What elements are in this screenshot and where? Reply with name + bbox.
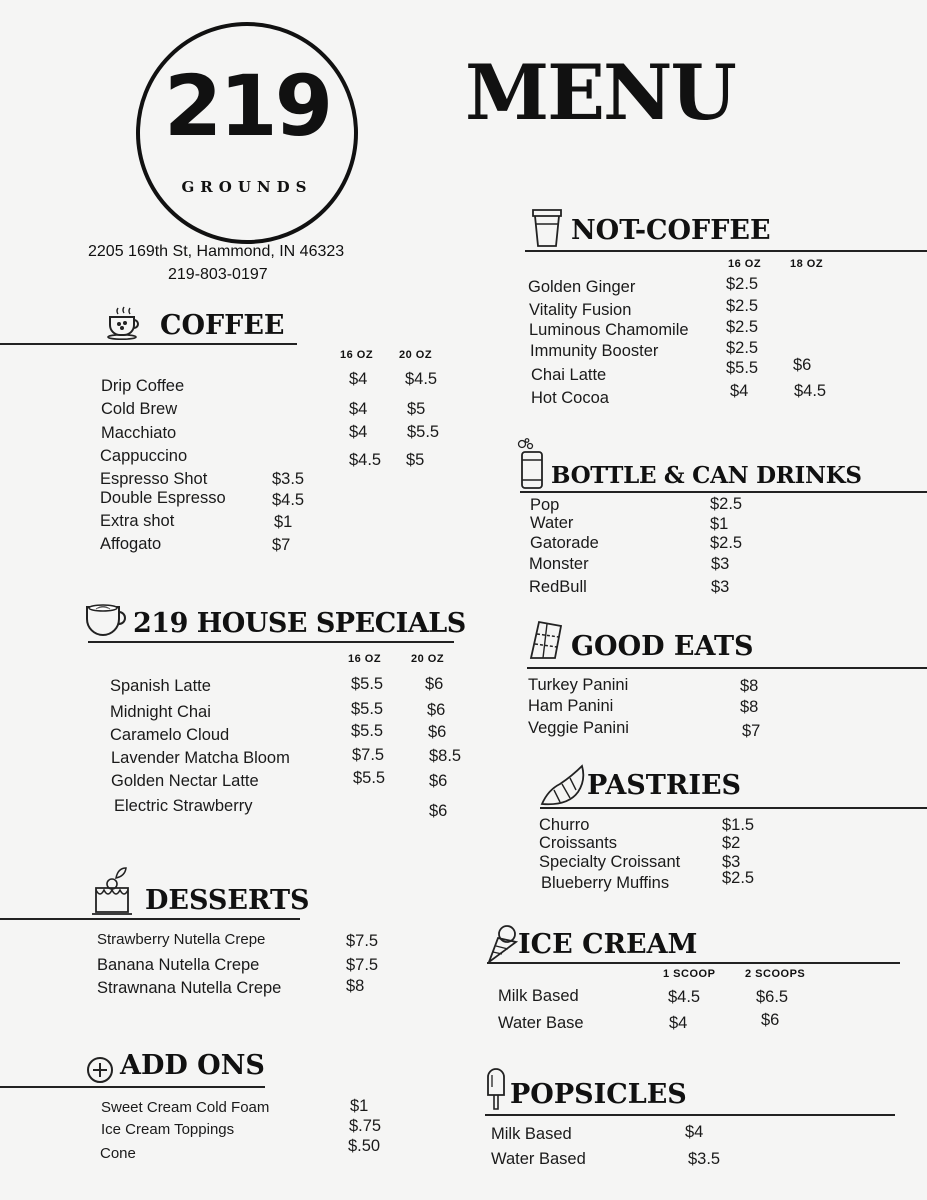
coffee-price: $3.5 [272,470,305,488]
specials-price-16: $7.5 [352,746,385,764]
desserts-rule [0,918,300,920]
menu-title: MENU [465,48,735,137]
sandwich-icon [527,618,567,660]
pastries-price: $3 [722,853,741,871]
logo [134,20,360,246]
popsicles-rule [485,1114,895,1116]
addons-item: Ice Cream Toppings [101,1121,235,1138]
notcoffee-price-18: $4.5 [794,382,827,400]
pastries-item: Blueberry Muffins [541,874,670,892]
plus-circle-icon [86,1056,114,1084]
specials-price-20: $6 [428,723,447,741]
coffee-price-20: $5 [407,400,426,418]
coffee-item: Espresso Shot [100,470,208,488]
specials-price-20: $8.5 [429,747,462,765]
notcoffee-price-18: $6 [793,356,812,374]
addons-title: ADD ONS [120,1050,265,1081]
icecream-price-2: $6 [761,1011,780,1029]
eats-item: Veggie Panini [528,719,629,737]
icecream-price-1: $4 [669,1014,688,1032]
coffee-item: Drip Coffee [101,377,185,395]
pastries-item: Specialty Croissant [539,853,681,871]
coffee-price-16: $4 [349,423,368,441]
notcoffee-item: Vitality Fusion [529,301,632,319]
coffee-price-16: $4 [349,370,368,388]
coffee-size-16: 16 OZ [340,349,374,361]
pastries-title: PASTRIES [587,770,742,801]
specials-price-20: $6 [425,675,444,693]
eats-price: $8 [740,677,759,695]
specials-price-20: $6 [429,772,448,790]
eats-title: GOOD EATS [571,631,754,662]
desserts-item: Banana Nutella Crepe [97,956,260,974]
specials-item: Midnight Chai [110,703,211,721]
eats-price: $7 [742,722,761,740]
specials-item: Lavender Matcha Bloom [111,749,290,767]
coffee-item: Double Espresso [100,489,226,507]
coffee-price-16: $4.5 [349,451,382,469]
notcoffee-size-16: 16 OZ [728,258,762,270]
bottle-title: BOTTLE & CAN DRINKS [551,462,862,489]
eats-rule [527,667,927,669]
coffee-price-16: $4 [349,400,368,418]
notcoffee-item: Golden Ginger [528,278,636,296]
popsicles-title: POPSICLES [510,1079,687,1110]
notcoffee-price-16: $5.5 [726,359,759,377]
notcoffee-title: NOT-COFFEE [571,215,771,246]
soda-can-icon [516,438,546,492]
bottle-price: $3 [711,555,730,573]
coffee-price-20: $4.5 [405,370,438,388]
eats-price: $8 [740,698,759,716]
pastries-price: $2 [722,834,741,852]
specials-price-20: $6 [427,701,446,719]
notcoffee-price-16: $2.5 [726,297,759,315]
icecream-item: Water Base [498,1014,584,1032]
specials-rule [88,641,454,643]
eats-item: Turkey Panini [528,676,629,694]
bottle-price: $2.5 [710,495,743,513]
coffee-item: Macchiato [101,424,177,442]
coffee-item: Cappuccino [100,447,188,465]
bottle-item: Water [530,514,574,532]
icecream-price-2: $6.5 [756,988,789,1006]
coffee-price: $7 [272,536,291,554]
takeaway-cup-icon [530,206,564,248]
cake-icon [90,866,134,918]
specials-size-16: 16 OZ [348,653,382,665]
notcoffee-item: Hot Cocoa [531,389,609,407]
bottle-item: Gatorade [530,534,599,552]
icecream-item: Milk Based [498,987,579,1005]
latte-art-icon [84,603,130,639]
popsicles-item: Water Based [491,1150,586,1168]
notcoffee-item: Luminous Chamomile [529,321,689,339]
coffee-item: Extra shot [100,512,175,530]
icecream-title: ICE CREAM [518,929,698,960]
coffee-price-20: $5.5 [407,423,440,441]
phone: 219-803-0197 [168,266,268,283]
coffee-price: $1 [274,513,293,531]
specials-price-16: $5.5 [351,722,384,740]
coffee-title: COFFEE [160,310,285,341]
croissant-icon [540,764,586,808]
addons-item: Cone [100,1145,136,1162]
specials-item: Golden Nectar Latte [111,772,259,790]
specials-price-16: $5.5 [351,700,384,718]
eats-item: Ham Panini [528,697,614,715]
specials-title: 219 HOUSE SPECIALS [133,608,466,639]
desserts-title: DESSERTS [145,885,310,916]
notcoffee-price-16: $4 [730,382,749,400]
logo-word: GROUNDS [181,178,313,196]
icecream-rule [487,962,900,964]
coffee-item: Cold Brew [101,400,178,418]
icecream-size-2: 2 SCOOPS [745,968,806,980]
bottle-price: $2.5 [710,534,743,552]
coffee-size-20: 20 OZ [399,349,433,361]
pastries-price: $2.5 [722,869,755,887]
pastries-rule [540,807,927,809]
notcoffee-size-18: 18 OZ [790,258,824,270]
desserts-item: Strawnana Nutella Crepe [97,979,282,997]
popsicles-item: Milk Based [491,1125,572,1143]
desserts-price: $8 [346,977,365,995]
bottle-item: Monster [529,555,589,573]
notcoffee-item: Immunity Booster [530,342,659,360]
bottle-item: RedBull [529,578,587,596]
popsicles-price: $4 [685,1123,704,1141]
notcoffee-price-16: $2.5 [726,318,759,336]
popsicles-price: $3.5 [688,1150,721,1168]
specials-item: Spanish Latte [110,677,211,695]
desserts-price: $7.5 [346,956,379,974]
specials-size-20: 20 OZ [411,653,445,665]
addons-price: $1 [350,1097,369,1115]
specials-item: Caramelo Cloud [110,726,230,744]
desserts-item: Strawberry Nutella Crepe [97,931,266,948]
coffee-rule [0,343,297,345]
pastries-item: Croissants [539,834,617,852]
coffee-item: Affogato [100,535,162,553]
bottle-item: Pop [530,496,560,514]
bottle-price: $3 [711,578,730,596]
addons-item: Sweet Cream Cold Foam [101,1099,270,1116]
notcoffee-price-16: $2.5 [726,339,759,357]
popsicle-icon [485,1067,507,1111]
pastries-item: Churro [539,816,590,834]
specials-price-16: $5.5 [351,675,384,693]
coffee-price: $4.5 [272,491,305,509]
coffee-cup-icon [106,306,142,340]
specials-price-20: $6 [429,802,448,820]
address: 2205 169th St, Hammond, IN 46323 [88,243,345,260]
addons-price: $.50 [348,1137,381,1155]
coffee-price-20: $5 [406,451,425,469]
notcoffee-price-16: $2.5 [726,275,759,293]
desserts-price: $7.5 [346,932,379,950]
logo-number: 219 [163,57,331,155]
ice-cream-cone-icon [487,924,519,964]
bottle-price: $1 [710,515,729,533]
bottle-rule [520,491,927,493]
icecream-size-1: 1 SCOOP [663,968,716,980]
specials-price-16: $5.5 [353,769,386,787]
icecream-price-1: $4.5 [668,988,701,1006]
addons-rule [0,1086,265,1088]
specials-item: Electric Strawberry [114,797,253,815]
addons-price: $.75 [349,1117,382,1135]
pastries-price: $1.5 [722,816,755,834]
notcoffee-item: Chai Latte [531,366,607,384]
notcoffee-rule [525,250,927,252]
